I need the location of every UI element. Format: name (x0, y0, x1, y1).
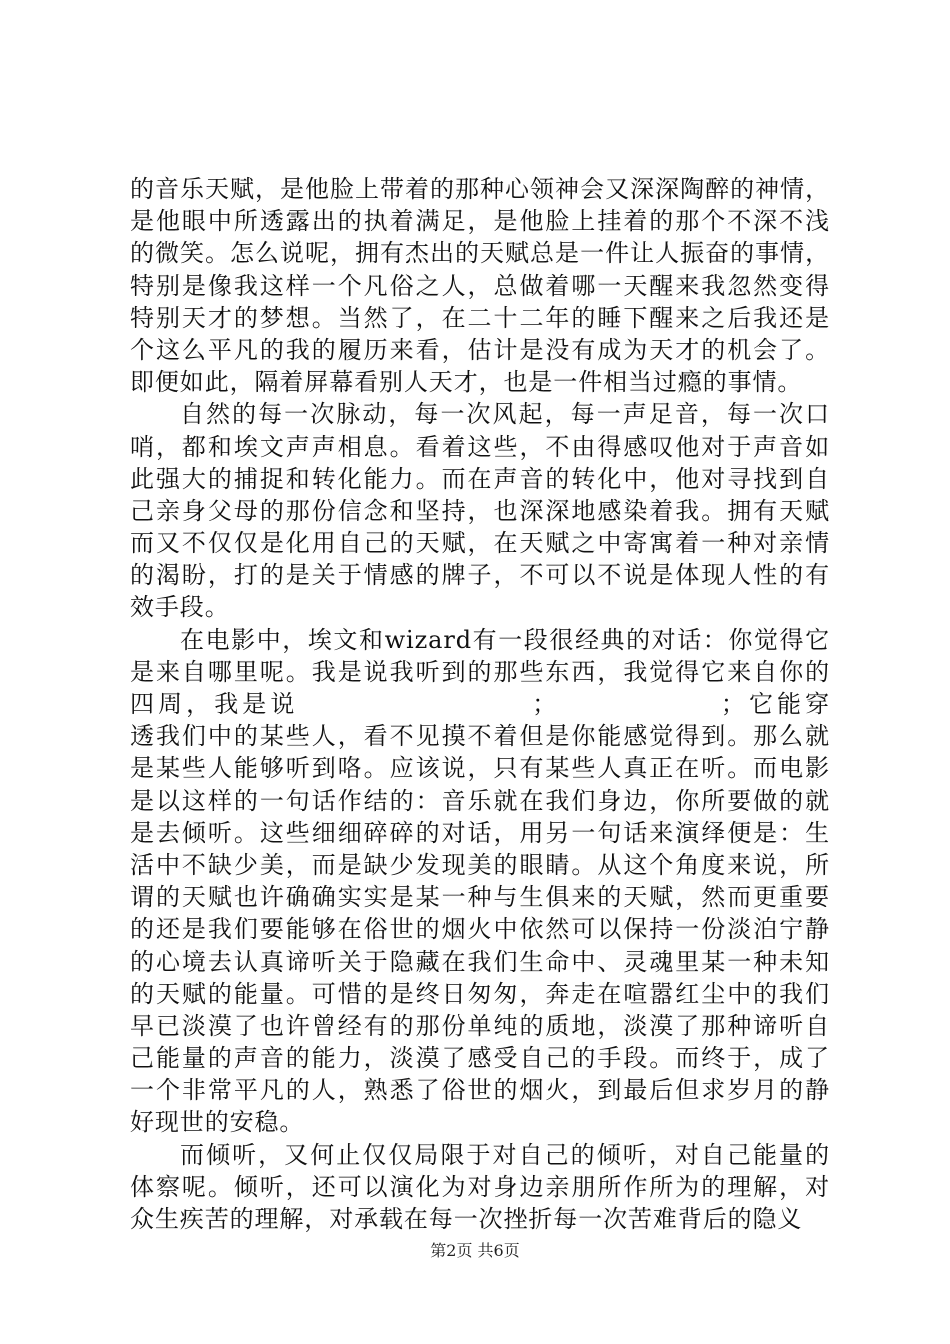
text-line: 是去倾听。这些细细碎碎的对话，用另一句话来演绎便是：生 (130, 818, 830, 847)
text-line: 特别是像我这样一个凡俗之人，总做着哪一天醒来我忽然变得 (130, 271, 830, 300)
text-line: 而倾听，又何止仅仅局限于对自己的倾听，对自己能量的 (180, 1140, 830, 1169)
text-line: 是某些人能够听到咯。应该说，只有某些人真正在听。而电影 (130, 754, 830, 783)
text-line: 而又不仅仅是化用自己的天赋，在天赋之中寄寓着一种对亲情 (130, 529, 830, 558)
text-line: 一个非常平凡的人，熟悉了俗世的烟火，到最后但求岁月的静 (130, 1076, 830, 1105)
text-line: 的音乐天赋，是他脸上带着的那种心领神会又深深陶醉的神情， (130, 175, 830, 203)
text-line: 此强大的捕捉和转化能力。而在声音的转化中，他对寻找到自 (130, 464, 830, 493)
text-line: 特别天才的梦想。当然了，在二十二年的睡下醒来之后我还是 (130, 303, 830, 332)
text-line: 活中不缺少美，而是缺少发现美的眼睛。从这个角度来说，所 (130, 850, 830, 879)
text-line: 哨，都和埃文声声相息。看着这些，不由得感叹他对于声音如 (130, 432, 830, 461)
text-line: 己亲身父母的那份信念和坚持，也深深地感染着我。拥有天赋 (130, 496, 830, 525)
text-line: 好现世的安稳。 (130, 1108, 305, 1137)
text-line: 的还是我们要能够在俗世的烟火中依然可以保持一份淡泊宁静 (130, 915, 830, 944)
page-footer: 第2页 共6页 (430, 1241, 520, 1260)
text-line: 是他眼中所透露出的执着满足，是他脸上挂着的那个不深不浅 (130, 207, 830, 236)
text-line: 的天赋的能量。可惜的是终日匆匆，奔走在喧嚣红尘中的我们 (130, 979, 830, 1008)
text-line: 四周，我是说 ； ；它能穿 (130, 690, 830, 718)
text-line: 谓的天赋也许确确实实是某一种与生俱来的天赋，然而更重要 (130, 883, 830, 912)
text-line: 在电影中，埃文和wizard有一段很经典的对话：你觉得它 (180, 625, 830, 654)
text-line: 自然的每一次脉动，每一次风起，每一声足音，每一次口 (180, 400, 830, 429)
paragraph (130, 1139, 830, 1236)
text-line: 早已淡漠了也许曾经有的那份单纯的质地，淡漠了那种谛听自 (130, 1011, 830, 1040)
paragraph (130, 173, 830, 398)
paragraph (130, 624, 830, 1139)
text-line: 的心境去认真谛听关于隐藏在我们生命中、灵魂里某一种未知 (130, 947, 830, 976)
text-line: 己能量的声音的能力，淡漠了感受自己的手段。而终于，成了 (130, 1044, 830, 1073)
text-line: 透我们中的某些人，看不见摸不着但是你能感觉得到。那么就 (130, 722, 830, 751)
text-line: 的微笑。怎么说呢，拥有杰出的天赋总是一件让人振奋的事情， (130, 239, 830, 268)
body-text (130, 173, 830, 1235)
paragraph (130, 398, 830, 623)
text-line: 即便如此，隔着屏幕看别人天才，也是一件相当过瘾的事情。 (130, 368, 803, 397)
text-line: 的渴盼，打的是关于情感的牌子，不可以不说是体现人性的有 (130, 561, 830, 590)
text-line: 个这么平凡的我的履历来看，估计是没有成为天才的机会了。 (130, 335, 830, 364)
text-line: 效手段。 (130, 593, 230, 622)
text-line: 众生疾苦的理解，对承载在每一次挫折每一次苦难背后的隐义 (130, 1205, 803, 1233)
text-line: 是来自哪里呢。我是说我听到的那些东西，我觉得它来自你的 (130, 657, 830, 686)
text-line: 是以这样的一句话作结的：音乐就在我们身边，你所要做的就 (130, 786, 830, 815)
text-line: 体察呢。倾听，还可以演化为对身边亲朋所作所为的理解，对 (130, 1172, 830, 1201)
